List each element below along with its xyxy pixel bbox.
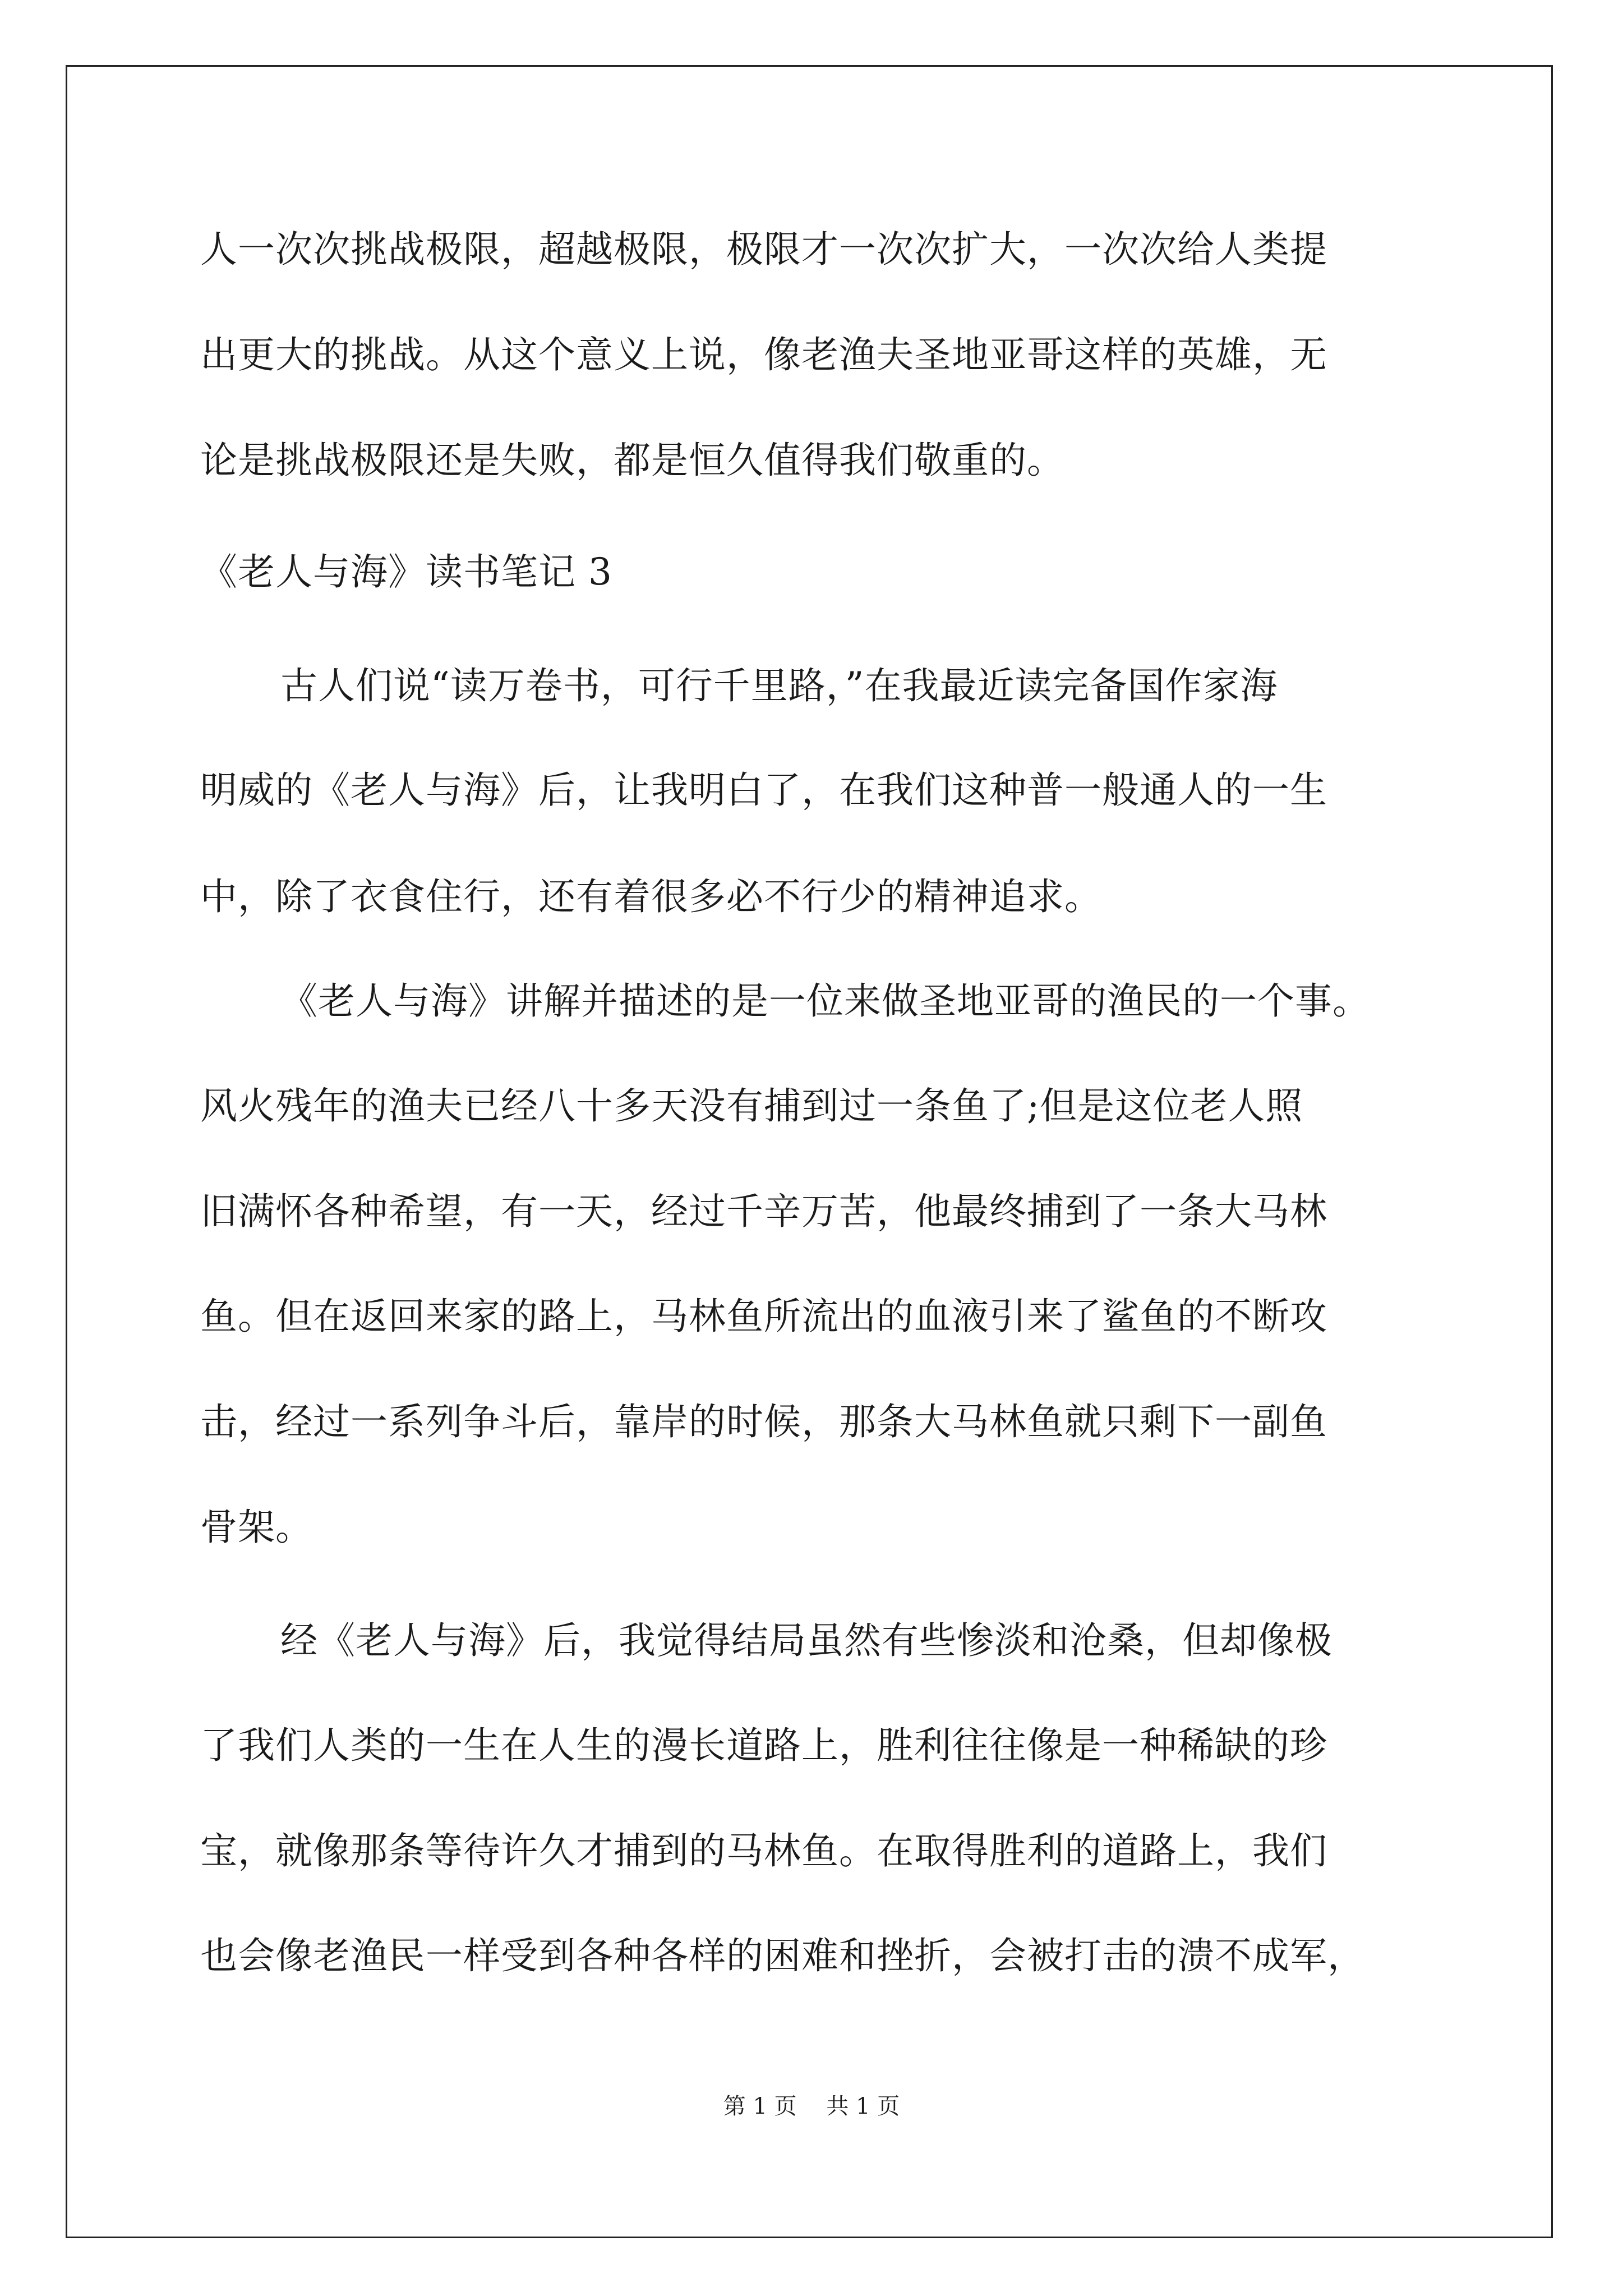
- text-line: 经《老人与海》后，我觉得结局虽然有些惨淡和沧桑，但却像极: [280, 1619, 1332, 1662]
- text-line: 古人们说“读万卷书，可行千里路，”在我最近读完备国作家海: [280, 664, 1278, 707]
- page-border: [66, 65, 1553, 2238]
- text-line: 旧满怀各种希望，有一天，经过千辛万苦，他最终捕到了一条大马林: [200, 1190, 1327, 1233]
- text-line: 风火残年的渔夫已经八十多天没有捕到过一条鱼了;但是这位老人照: [200, 1084, 1303, 1128]
- text-line: 论是挑战极限还是失败，都是恒久值得我们敬重的。: [200, 439, 1064, 482]
- page-total: 共 1 页: [826, 2093, 900, 2119]
- text-line: 宝，就像那条等待许久才捕到的马林鱼。在取得胜利的道路上，我们: [200, 1829, 1327, 1872]
- text-line: 也会像老渔民一样受到各种各样的困难和挫折，会被打击的溃不成军，: [200, 1934, 1365, 1977]
- text-line: 骨架。: [200, 1506, 313, 1549]
- text-line: 明威的《老人与海》后，让我明白了，在我们这种普一般通人的一生: [200, 769, 1327, 812]
- text-line: 击，经过一系列争斗后，靠岸的时候，那条大马林鱼就只剩下一副鱼: [200, 1400, 1327, 1443]
- text-line: 人一次次挑战极限，超越极限，极限才一次次扩大，一次次给人类提: [200, 228, 1327, 271]
- page-footer: [0, 2092, 1623, 2120]
- text-line: 鱼。但在返回来家的路上，马林鱼所流出的血液引来了鲨鱼的不断攻: [200, 1295, 1327, 1338]
- page-number: 第 1 页: [723, 2093, 797, 2119]
- text-line: 中，除了衣食住行，还有着很多必不行少的精神追求。: [200, 875, 1102, 918]
- text-line: 出更大的挑战。从这个意义上说，像老渔夫圣地亚哥这样的英雄，无: [200, 333, 1327, 376]
- text-line: 《老人与海》讲解并描述的是一位来做圣地亚哥的渔民的一个事。: [280, 979, 1370, 1023]
- text-line: 了我们人类的一生在人生的漫长道路上，胜利往往像是一种稀缺的珍: [200, 1724, 1327, 1767]
- section-heading: 《老人与海》读书笔记 3: [200, 550, 612, 593]
